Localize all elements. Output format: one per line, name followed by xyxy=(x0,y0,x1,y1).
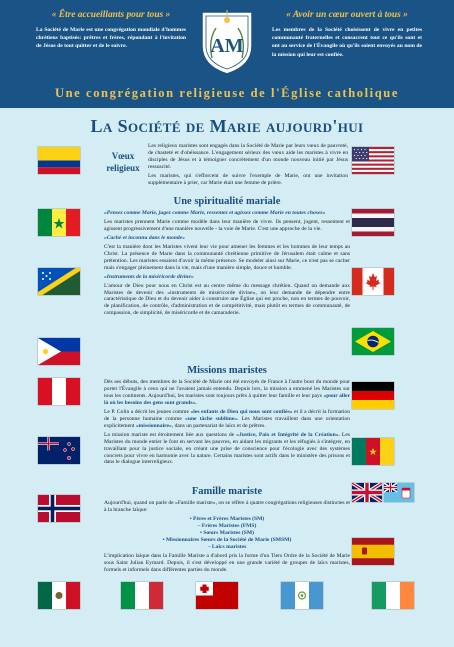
missions-paragraph-1 xyxy=(104,379,350,407)
header-band xyxy=(0,0,454,108)
family-list-item: – Laïcs maristes xyxy=(207,543,247,550)
spirituality-section xyxy=(104,210,350,319)
spirituality-quote-1: «Pensez comme Marie, jugez comme Marie, ressentez et agissez comme Marie en toutes choses» xyxy=(104,210,326,216)
missions-p1-emphasis: «pour aller là où les besoins des gens sont grands». xyxy=(104,392,350,406)
missions-p2-emphasis-b: «les enfants de Dieu qui nous sont confiés» xyxy=(190,408,293,415)
flag-thailand-icon xyxy=(352,209,394,236)
header-right-text: Les membres de la Société choisissent de vivre en petites communauté fraternelles et consacrent tout ce qu'ils sont et ont au service de l'Évangile où qu'ils soient envoyés au nom de la mission qui leur est confiée. xyxy=(272,27,422,58)
flag-solomon-islands-icon xyxy=(38,268,80,295)
family-list xyxy=(104,516,350,551)
family-outro: L'implication laïque dans la Famille Mariste a d'abord pris la forme d'un Tiers Ordre de la Société de Marie sous Saint Julian Eymard. Depuis, il s'est développé en une grande variété de groupes de laïcs maristes, formels et informels dans différentes parties du monde. xyxy=(104,552,350,573)
family-intro: Aujourd'hui, quand on parle de «Famille mariste», on se réfère à quatre congrégations religieuses distinctes et à la branche laïque: xyxy=(104,500,350,513)
flag-spain-icon xyxy=(352,538,394,565)
spirituality-paragraph-3: L'amour de Dieu pour nous en Christ est au centre même du message chrétien. Quand on demande aux Maristes de devenir des «instruments de miséricorde divine», on leur demande de dépendre entre caractéristique de Dieu et du devenir aider à construire une Église qui est proche, non en termes de pouvoir, de planification, de contrôle, d'administration et de compétitivité, mais plutôt en termes de communauté, de compassion, de simplicité, de miséricorde et de camaraderie. xyxy=(104,282,350,317)
spirituality-paragraph-2: C'est la manière dont les Maristes vivent leur vie pour amener les femmes et les hommes de leur temps au Christ. La présence de Marie dans la communauté chrétienne primitive de Jérusalem était calme et sans prétention. Les maristes essaient d'avoir la même présence. Se modeler ainsi sur Marie, ce n'est pas se cacher mais s'engager pleinement dans la vie, mais d'une manière simple, douce et humble. xyxy=(104,243,350,271)
missions-p3-emphasis: «Justice, Paix et Intégrité de la Création». xyxy=(236,431,340,438)
family-list-item: – Frères Maristes (FMS) xyxy=(197,522,257,529)
header-left-column xyxy=(36,10,186,51)
flag-mexico-icon xyxy=(38,582,80,609)
vows-paragraph-2: Les maristes, qui s'efforcent de suivre l'exemple de Marie, ont une invitation supplémentaire à prier, car Marie était une femme de prière. xyxy=(148,172,348,186)
missions-p3-text-c: Les Maristes du monde entier le font en servant les pauvres, en aidant les migrants et les réfugiés à s'intégrer, en travaillant pour la justice sociale, en créant une prise de conscience pour l'écologie avec des systèmes concrets pour vivre en harmonie avec la nature. Certains maristes sont actifs dans le ministère des prisons et dans le dialogue interreligieux. xyxy=(104,431,350,466)
flag-italy-icon xyxy=(121,582,163,609)
missions-p2-emphasis-f: «missionnaire» xyxy=(135,422,172,429)
vows-heading-line1: Vœux xyxy=(111,151,135,161)
family-list-item: • Missionnaires Sœurs de la Société de Marie (SMSM) xyxy=(162,536,292,543)
flag-ireland-icon xyxy=(372,582,414,609)
spirituality-quote-3: «Instruments de la miséricorde divine» xyxy=(104,273,194,280)
vows-paragraph-1: Les religieux maristes sont engagés dans la Société de Marie par leurs vœux de pauvreté, de chasteté et d'obéissance. L'engagement sérieux des vœux aide les maristes à vivre en disciples de Jésus et à témoigner concrètement d'un monde nouveau initié par Jésus ressuscité. xyxy=(148,143,348,170)
header-left-quote: « Être accueillants pour tous » xyxy=(51,10,171,20)
family-list-item: • Sœurs Maristes (SM) xyxy=(199,529,254,536)
flag-colombia-icon xyxy=(38,147,80,174)
missions-p2-text-e: Les Maristes travaillent dans une orientation explicitement xyxy=(104,415,350,429)
spirituality-quote-2: «Caché et inconnu dans le monde» xyxy=(104,234,185,241)
missions-paragraph-2 xyxy=(104,409,350,430)
flag-usa-icon xyxy=(352,147,394,174)
flag-guatemala-icon xyxy=(281,582,323,609)
header-right-column xyxy=(272,10,422,59)
vows-heading xyxy=(101,150,145,174)
family-list-item: • Pères et Frères Maristes (SM) xyxy=(189,515,265,522)
logo-monogram: AM xyxy=(210,35,244,57)
family-heading: Famille mariste xyxy=(191,486,263,497)
flag-norway-icon xyxy=(38,495,80,522)
flag-brazil-icon xyxy=(352,328,394,355)
missions-p2-text-c: et il a décrit la formation de la personne humaine comme xyxy=(104,408,350,422)
missions-p2-text-a: Le P. Colin a décrit les jeunes comme xyxy=(104,408,191,415)
vows-heading-line2: religieux xyxy=(106,163,140,173)
vows-section xyxy=(148,143,348,189)
header-left-text: La Société de Marie est une congrégation mondiale d'hommes chrétiens baptisés: prêtres et frères, répondant à l'invitation de Jésus de tout quitter et de le suivre. xyxy=(36,27,186,50)
family-section xyxy=(104,500,350,576)
missions-heading: Missions maristes xyxy=(187,365,267,376)
spirituality-heading: Une spiritualité mariale xyxy=(173,196,281,207)
missions-paragraph-3 xyxy=(104,432,350,467)
flag-cameroon-icon xyxy=(352,438,394,465)
missions-p2-text-g: , dans un partenariat de laïcs et de prêtres. xyxy=(171,422,266,429)
flag-philippines-icon xyxy=(38,338,80,365)
missions-p1-text: Dès ses débuts, des membres de la Société de Marie ont été envoyés de France à l'autre bout du monde pour porter l'Évangile à ceux qui ne l'avaient jamais entendu. Depuis lors, la mission a emmené les Maristes sur tous les continents. Aujourd'hui, les maristes sont toujours prêts à quitter leur famille et leur pays xyxy=(104,379,350,399)
header-right-quote: « Avoir un cœur ouvert à tous » xyxy=(286,10,408,20)
flag-fiji-icon xyxy=(384,483,414,502)
flag-tonga-icon xyxy=(196,582,238,609)
page-title: La Société de Marie aujourd'hui xyxy=(90,116,364,136)
flag-germany-icon xyxy=(352,382,394,409)
flag-new-zealand-icon xyxy=(38,437,80,464)
society-logo xyxy=(194,6,260,76)
flag-uk-icon xyxy=(352,483,382,502)
missions-section xyxy=(104,379,350,468)
flag-peru-icon xyxy=(38,378,80,405)
spirituality-paragraph-1: Les maristes prennent Marie comme modèle dans leur manière de vivre. Ils pensent, jugent, ressentent et agissent progressivement d'une manière nouvelle - la voie de Marie. C'est une approche de la vie. xyxy=(104,218,350,232)
flag-canada-icon xyxy=(352,268,394,295)
missions-p3-text-a: La mission mariste est étroitement liée aux questions de xyxy=(104,431,237,438)
missions-p2-emphasis-d: «une tâche sublime». xyxy=(185,415,239,422)
flag-senegal-icon xyxy=(38,209,80,236)
header-banner: Une congrégation religieuse de l'Église catholique xyxy=(55,86,399,100)
